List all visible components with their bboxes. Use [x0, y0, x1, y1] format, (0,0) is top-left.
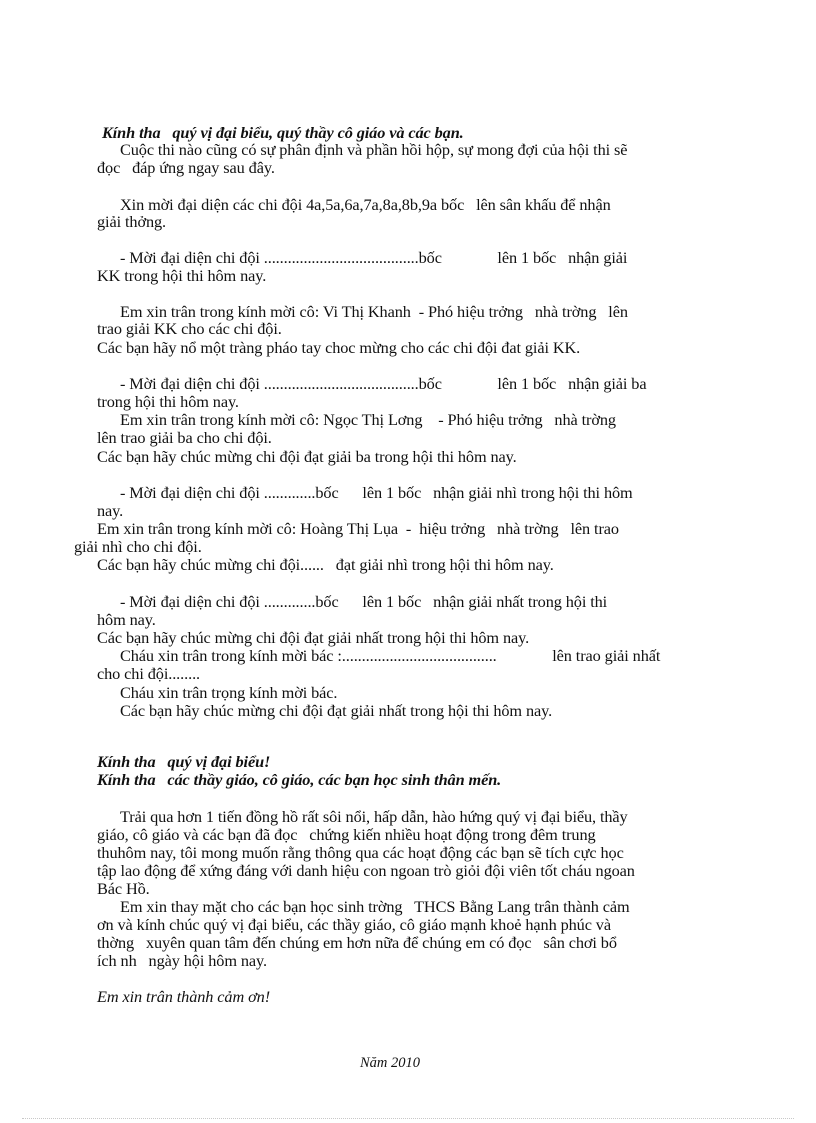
text-line: Cháu xin trân trong kính mời bác :....................................... lên trao giải nhất: [120, 646, 661, 665]
text-line: lên trao giải ba cho chi đội.: [97, 428, 272, 447]
text-line: Cuộc thi nào cũng có sự phân định và phần hồi hộp, sự mong đợi của hội thi sẽ: [120, 140, 628, 159]
text-line: - Mời đại diện chi đội .............bốc lên 1 bốc nhận giải nhì trong hội thi hôm: [120, 483, 633, 502]
text-line: - Mời đại diện chi đội .............bốc lên 1 bốc nhận giải nhất trong hội thi: [120, 592, 608, 611]
text-line: nay.: [97, 501, 124, 520]
text-line: giải thởng.: [97, 212, 167, 231]
text-line: - Mời đại diện chi đội .......................................bốc lên 1 bốc nhận giải: [120, 248, 628, 267]
text-line: đọc đáp ứng ngay sau đây.: [97, 158, 275, 177]
text-line: ích nh ngày hội hôm nay.: [97, 951, 267, 970]
text-line: giải nhì cho chi đội.: [74, 537, 202, 556]
text-line: - Mời đại diện chi đội .......................................bốc lên 1 bốc nhận giải ba: [120, 374, 647, 393]
text-line: ơn và kính chúc quý vị đại biểu, các thầy giáo, cô giáo mạnh khoẻ hạnh phúc và: [97, 915, 611, 934]
text-line: Kính tha quý vị đại biểu!: [97, 752, 271, 771]
text-line: Cháu xin trân trọng kính mời bác.: [120, 683, 338, 702]
text-line: Các bạn hãy chúc mừng chi đội đạt giải ba trong hội thi hôm nay.: [97, 447, 517, 466]
text-line: cho chi đội........: [97, 664, 201, 683]
text-line: Các bạn hãy nổ một tràng pháo tay choc mừng cho các chi đội đat giải KK.: [97, 338, 581, 357]
text-line: Em xin thay mặt cho các bạn học sinh trờng THCS Bằng Lang trân thành cảm: [120, 897, 630, 916]
text-line: Bác Hồ.: [97, 879, 150, 898]
text-line: Xin mời đại diện các chi đội 4a,5a,6a,7a,8a,8b,9a bốc lên sân khấu để nhận: [120, 195, 611, 214]
text-line: Em xin trân trong kính mời cô: Hoàng Thị Lụa - hiệu trởng nhà trờng lên trao: [97, 519, 619, 538]
text-line: KK trong hội thi hôm nay.: [97, 266, 267, 285]
text-line: Em xin trân thành cảm ơn!: [97, 987, 271, 1006]
text-line: tập lao động để xứng đáng với danh hiệu con ngoan trò giỏi đội viên tốt cháu ngoan: [97, 861, 635, 880]
text-line: trao giải KK cho các chi đội.: [97, 319, 282, 338]
text-line: trong hội thi hôm nay.: [97, 392, 239, 411]
text-line: giáo, cô giáo và các bạn đã đọc chứng kiến nhiều hoạt động trong đêm trung: [97, 825, 596, 844]
text-line: Kính tha quý vị đại biểu, quý thầy cô giáo và các bạn.: [102, 123, 464, 142]
text-line: hôm nay.: [97, 610, 156, 629]
page-bottom-rule: [22, 1118, 794, 1119]
footer-year: Năm 2010: [360, 1055, 421, 1071]
text-line: thờng xuyên quan tâm đến chúng em hơn nữa để chúng em có đọc sân chơi bổ: [97, 933, 617, 952]
text-line: Em xin trân trong kính mời cô: Vi Thị Khanh - Phó hiệu trởng nhà trờng lên: [120, 302, 628, 321]
text-line: Các bạn hãy chúc mừng chi đội...... đạt giải nhì trong hội thi hôm nay.: [97, 555, 554, 574]
text-line: thuhôm nay, tôi mong muốn rằng thông qua các hoạt động các bạn sẽ tích cực học: [97, 843, 624, 862]
text-line: Các bạn hãy chúc mừng chi đội đạt giải nhất trong hội thi hôm nay.: [120, 701, 553, 720]
text-line: Các bạn hãy chúc mừng chi đội đạt giải nhất trong hội thi hôm nay.: [97, 628, 530, 647]
text-line: Trải qua hơn 1 tiến đồng hồ rất sôi nổi, hấp dẫn, hào hứng quý vị đại biểu, thầy: [120, 807, 628, 826]
text-line: Em xin trân trong kính mời cô: Ngọc Thị Lơng - Phó hiệu trởng nhà trờng: [120, 410, 616, 429]
text-line: Kính tha các thầy giáo, cô giáo, các bạn học sinh thân mến.: [97, 770, 502, 789]
